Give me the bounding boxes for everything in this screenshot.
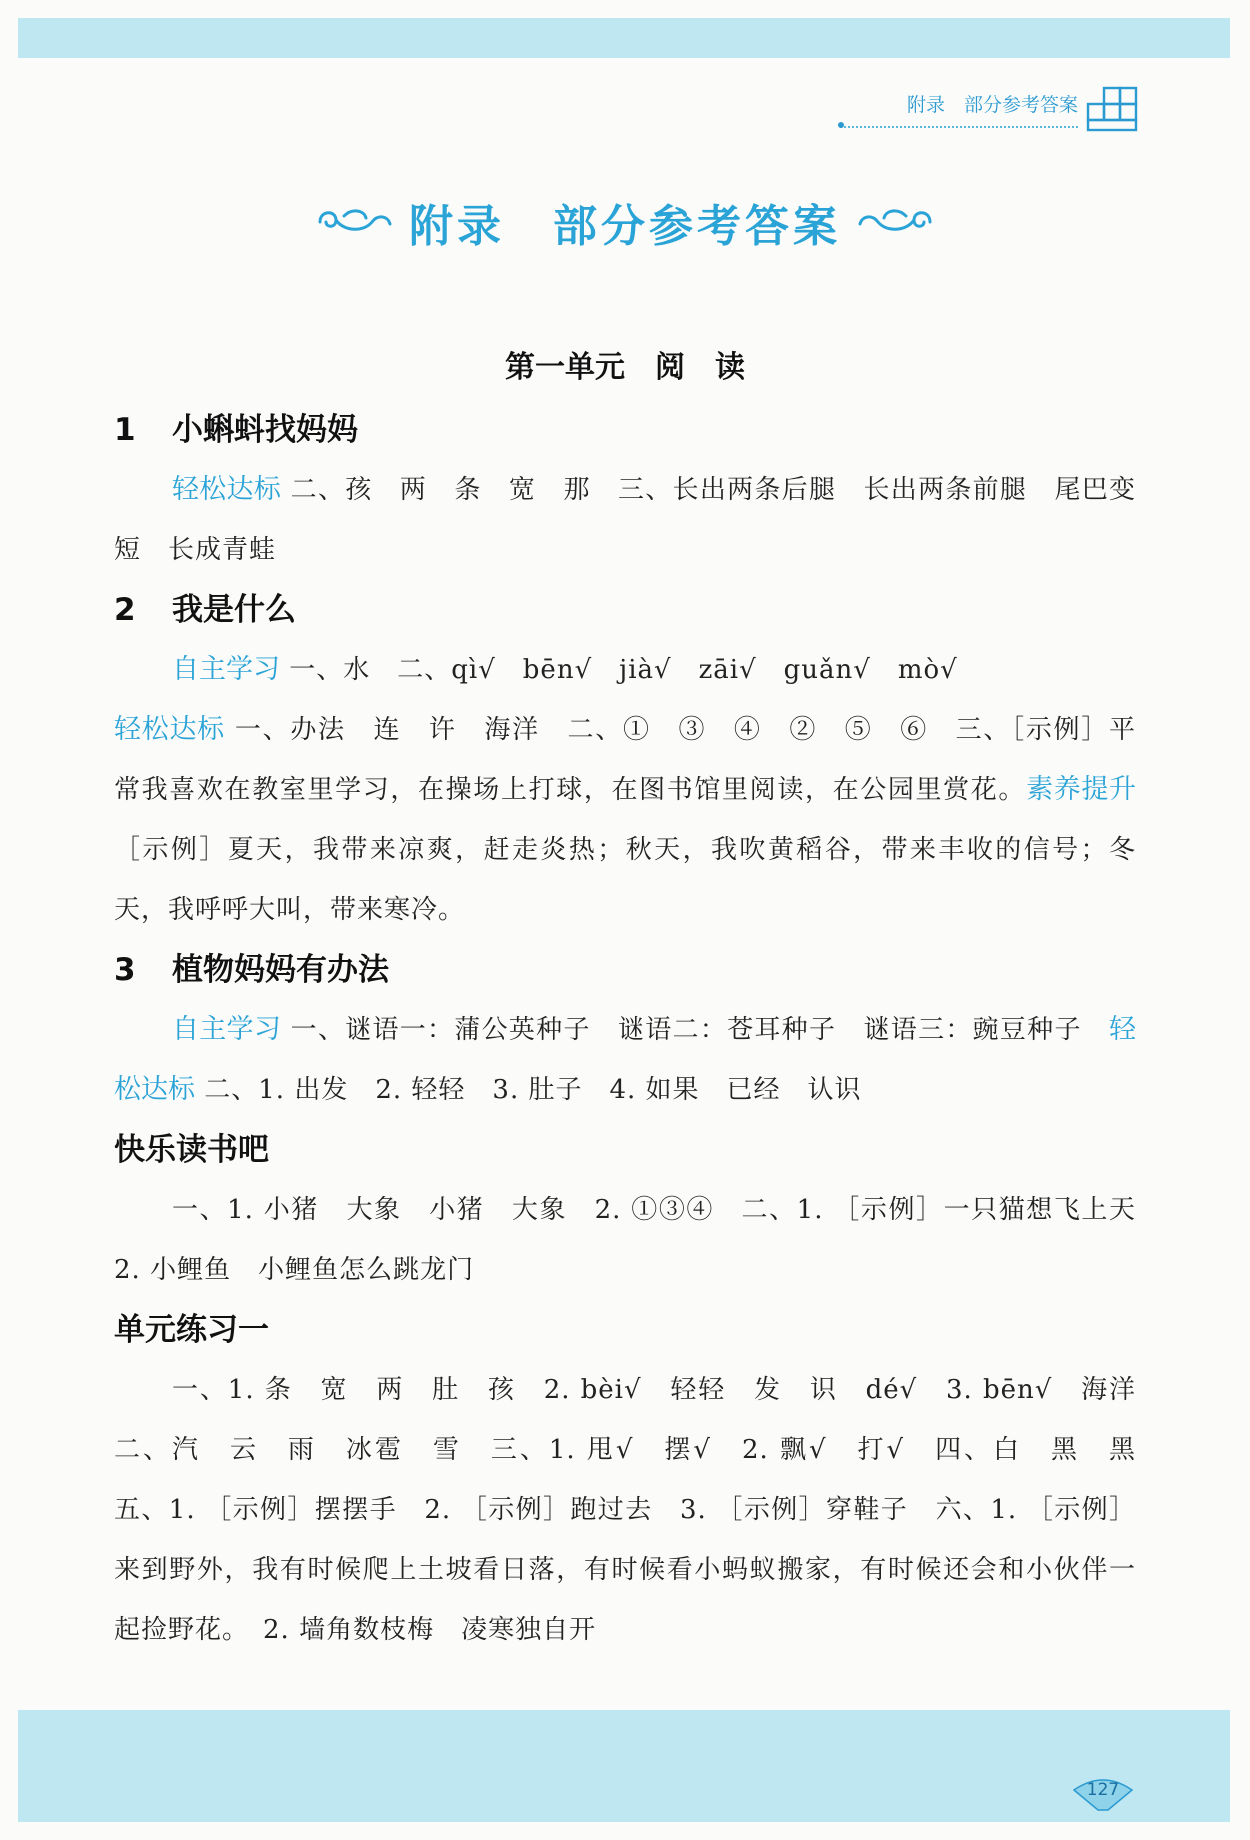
answer-paragraph [114,1000,1136,1120]
bottom-color-band [18,1710,1230,1822]
answer-paragraph [114,460,1136,580]
category-tag: 自主学习 [172,654,280,685]
section-title: 植物妈妈有办法 [172,952,389,988]
main-title-row [0,190,1250,260]
running-header-text: 附录 部分参考答案 [906,94,1078,116]
answer-paragraph [114,1360,1164,1660]
main-title: 附录 部分参考答案 [409,201,841,252]
answer-paragraph [114,1180,1164,1300]
category-tag: 素养提升 [1026,774,1136,805]
category-tag: 轻松达标 [114,1014,1137,1105]
answer-text: 二、孩 两 条 宽 那 三、长出两条后腿 长出两条前腿 尾巴变短 长成青蛙 [114,475,1137,565]
answer-content [114,400,1164,1660]
left-cloud-ornament-icon [314,202,394,242]
section-title: 快乐读书吧 [114,1132,269,1168]
answer-text: ［示例］夏天，我带来凉爽，赶走炎热；秋天，我吹黄稻谷，带来丰收的信号；冬天，我呼呼大叫，带来寒冷。 [114,835,1136,925]
section-title: 小蝌蚪找妈妈 [172,412,358,448]
page-number-badge [1070,1776,1136,1812]
answer-paragraph [114,700,1136,940]
top-color-band [18,18,1230,58]
section-heading [114,580,1136,640]
page-number: 127 [1086,1780,1120,1800]
category-tag: 自主学习 [172,1014,282,1045]
running-header-dotted-rule [840,126,1078,128]
section-heading [114,1120,1136,1180]
section-title: 我是什么 [172,592,296,628]
right-cloud-ornament-icon [856,202,936,242]
section-number: 3 [114,952,136,988]
section-number: 2 [114,592,136,628]
answer-text: 二、1. 出发 2. 轻轻 3. 肚子 4. 如果 已经 认识 [195,1075,862,1105]
answer-text: 一、水 二、qì√ bēn√ jià√ zāi√ guǎn√ mò√ [280,655,958,685]
answer-text: 一、1. 条 宽 两 肚 孩 2. bèi√ 轻轻 发 识 dé√ 3. bēn√ 海洋 二、汽 云 雨 冰雹 雪 三、1. 甩√ 摆√ 2. 飘√ 打√ 四、白 黑 黑 五、1. ［示例］摆摆手 2. ［示例］跑过去 3. ［示例］穿鞋子 六、1. ［示例］来到野外，我有时候爬上土坡看日落，有时候看小蚂蚁搬家，有时候还会和小伙伴一起捡野花。 2. 墙角数枝梅 凌寒独自开 [114,1375,1164,1645]
section-heading [114,940,1136,1000]
section-heading [114,400,1136,460]
section-title: 单元练习一 [114,1312,269,1348]
unit-title: 第一单元 阅 读 [505,350,745,385]
grid-icon [1086,86,1140,132]
answer-text: 一、办法 连 许 海洋 二、① ③ ④ ② ⑤ ⑥ 三、［示例］平常我喜欢在教室里学习，在操场上打球，在图书馆里阅读，在公园里赏花。 [114,715,1137,805]
section-number: 1 [114,412,136,448]
category-tag: 轻松达标 [172,474,282,505]
running-header-dot [838,122,844,128]
answer-text: 一、1. 小猪 大象 小猪 大象 2. ①③④ 二、1. ［示例］一只猫想飞上天 2. 小鲤鱼 小鲤鱼怎么跳龙门 [114,1195,1164,1285]
category-tag: 轻松达标 [114,714,225,745]
running-header [840,86,1140,130]
section-heading [114,1300,1136,1360]
answer-text: 一、谜语一：蒲公英种子 谜语二：苍耳种子 谜语三：豌豆种子 [281,1015,1110,1045]
answer-paragraph [114,640,1136,700]
